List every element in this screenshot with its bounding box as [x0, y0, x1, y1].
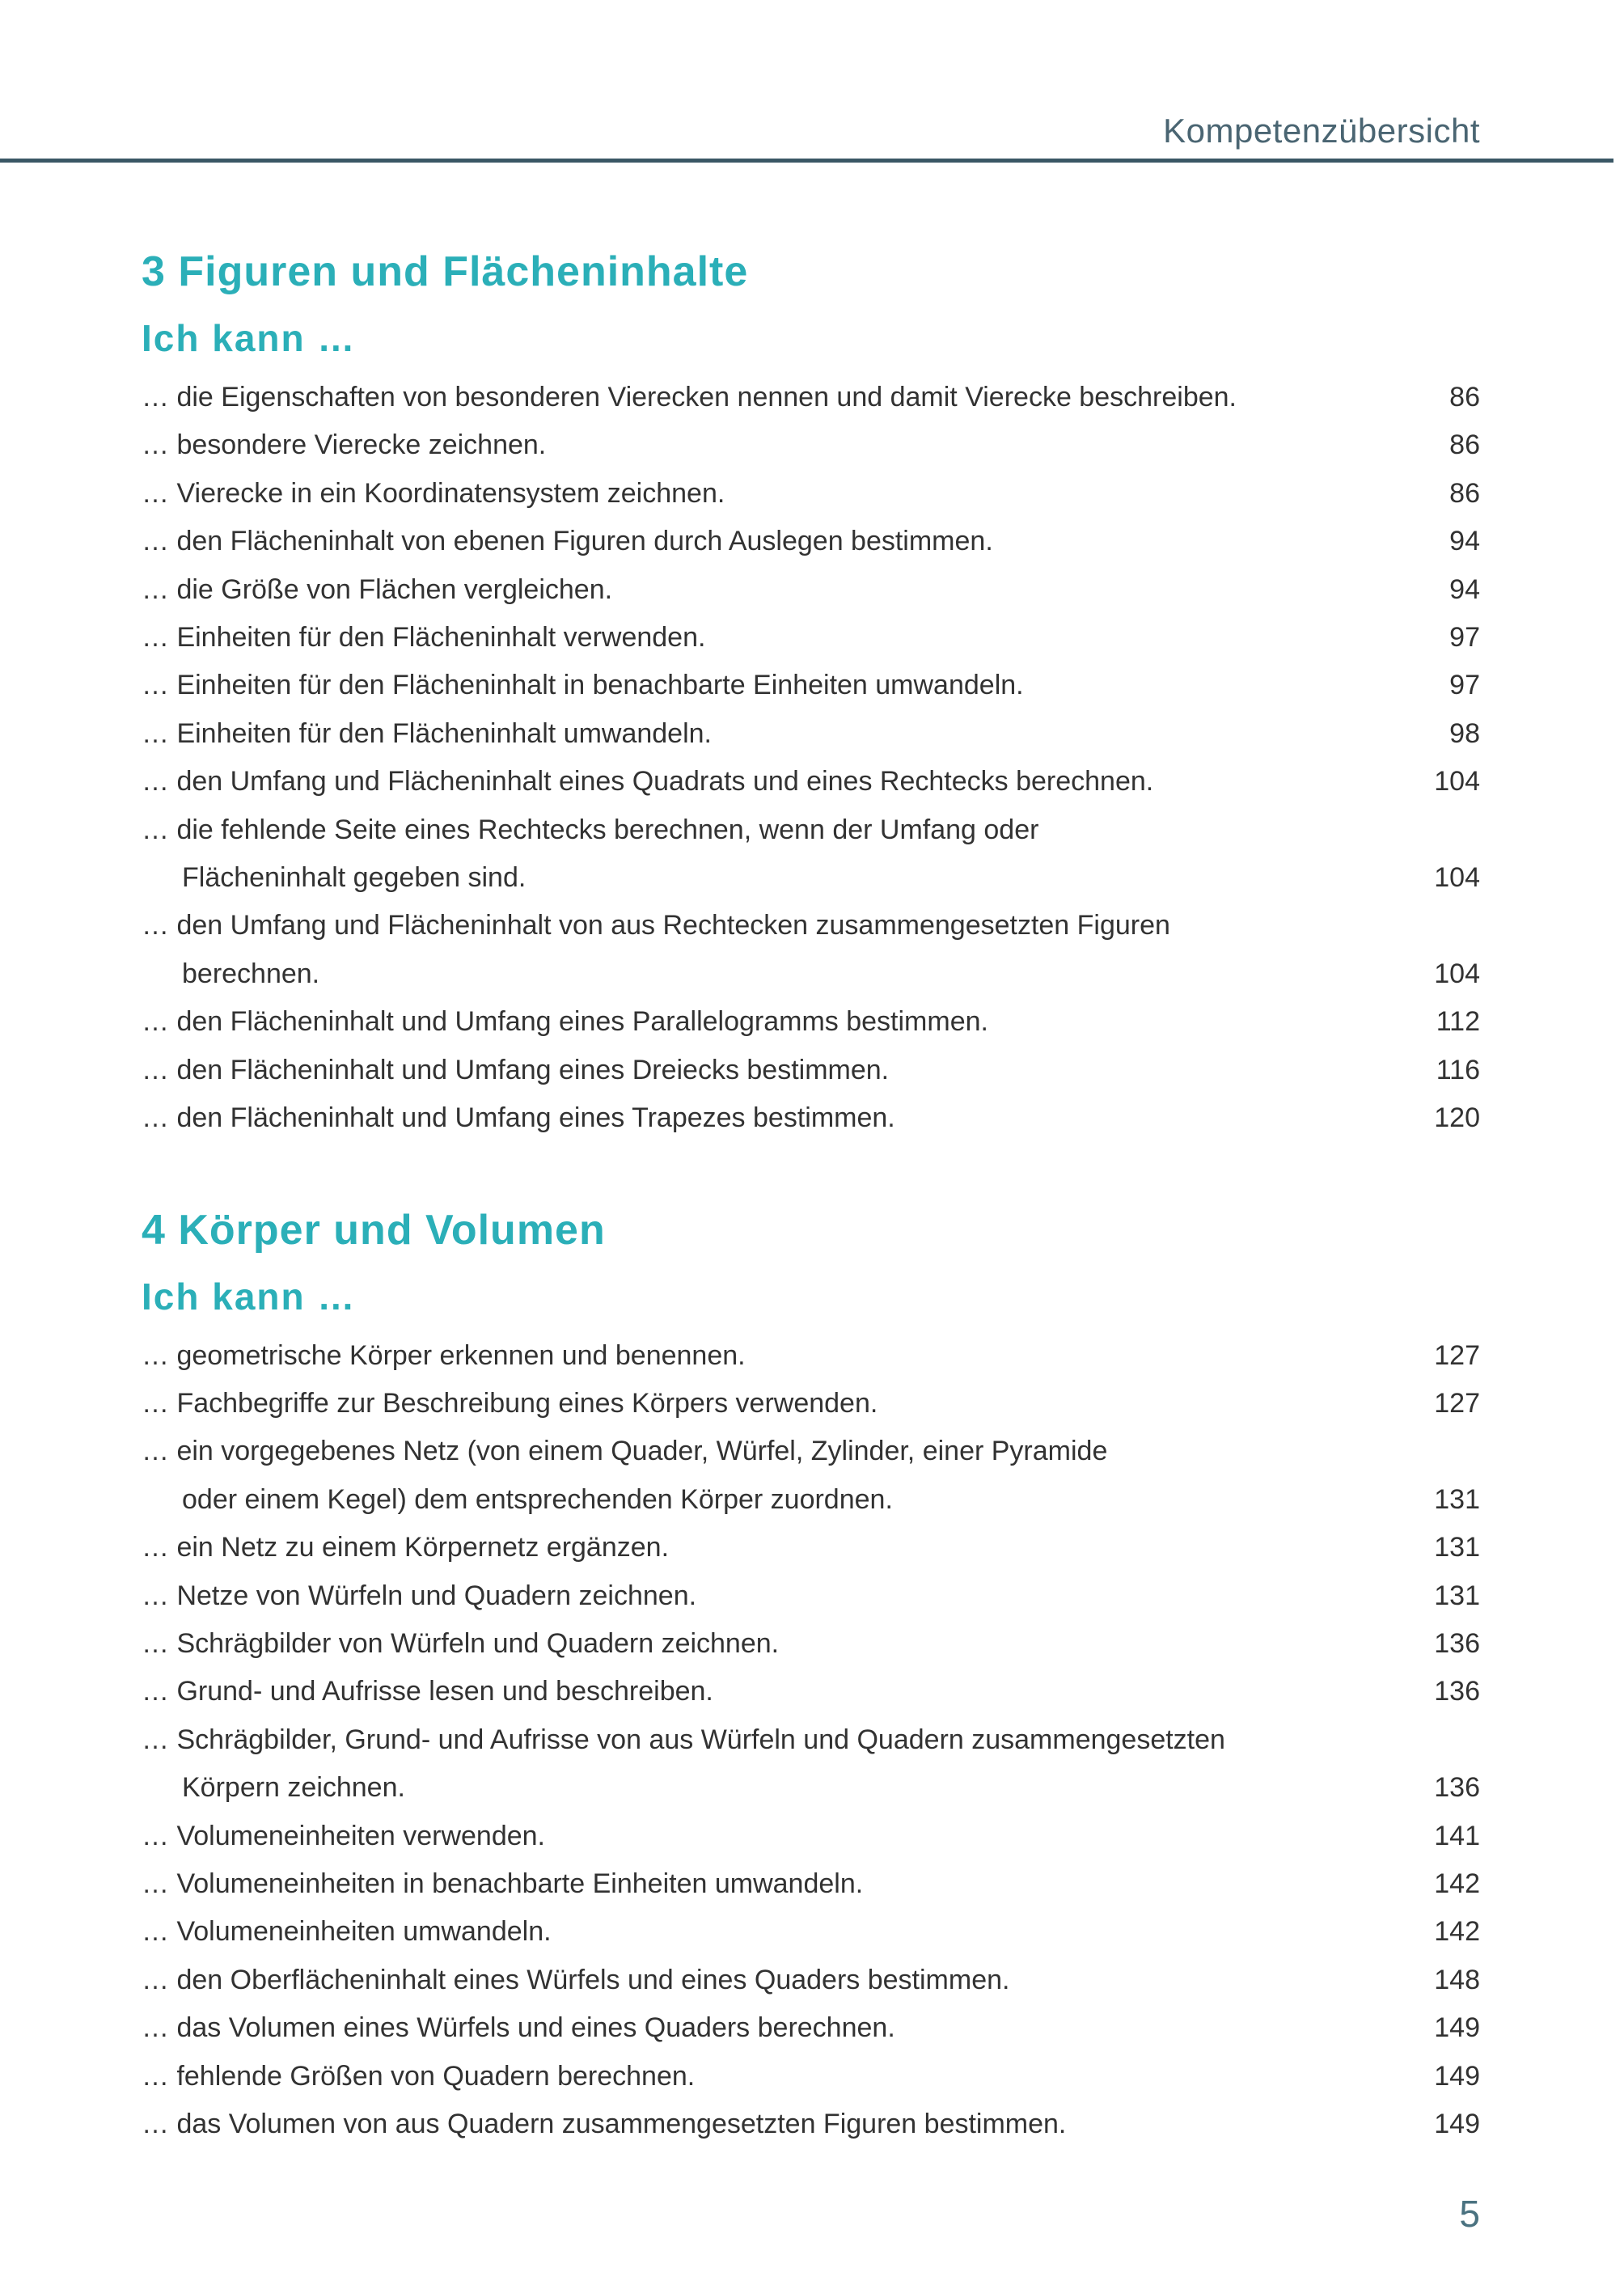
toc-item-page-number: 112	[1436, 1006, 1480, 1038]
section-heading: 3 Figuren und Flächeninhalte	[142, 248, 749, 295]
section-subtitle: Ich kann …	[142, 1275, 357, 1318]
toc-item-page-number: 94	[1449, 526, 1480, 557]
toc-item-line: … den Umfang und Flächeninhalt von aus Rechtecken zusammengesetzten Figuren	[142, 910, 1170, 941]
toc-item	[142, 998, 1480, 1046]
toc-item-text	[142, 662, 1391, 709]
toc-item	[142, 902, 1480, 998]
toc-list	[142, 374, 1480, 1143]
toc-item-text	[142, 1524, 1391, 1572]
toc-item	[142, 2004, 1480, 2052]
toc-item-line: … besondere Vierecke zeichnen.	[142, 429, 547, 461]
toc-item	[142, 1716, 1480, 1813]
toc-item	[142, 1047, 1480, 1094]
section-heading: 4 Körper und Volumen	[142, 1206, 606, 1254]
toc-item-text	[142, 806, 1391, 903]
toc-item-text	[142, 758, 1391, 806]
toc-item-text	[142, 1094, 1391, 1142]
toc-item-line: … die Eigenschaften von besonderen Vierecken nennen und damit Vierecke beschreiben.	[142, 382, 1237, 412]
toc-item-text	[142, 1813, 1391, 1860]
toc-item-line: … das Volumen eines Würfels und eines Quaders berechnen.	[142, 2012, 895, 2044]
toc-item-text	[142, 1428, 1391, 1524]
page-header-title: Kompetenzübersicht	[1163, 112, 1480, 150]
toc-item-text	[142, 470, 1391, 518]
toc-item	[142, 1428, 1480, 1524]
toc-item-line: … Volumeneinheiten verwenden.	[142, 1820, 545, 1851]
toc-item-page-number: 116	[1436, 1054, 1480, 1085]
toc-item-text	[142, 518, 1391, 565]
toc-item-line: … den Oberflächeninhalt eines Würfels und eines Quaders bestimmen.	[142, 1964, 1010, 1995]
toc-item-line: … Fachbegriffe zur Beschreibung eines Körpers verwenden.	[142, 1387, 878, 1419]
toc-item-line: … den Umfang und Flächeninhalt eines Quadrats und eines Rechtecks berechnen.	[142, 766, 1154, 797]
toc-item-page-number: 148	[1434, 1964, 1480, 1995]
section-subtitle: Ich kann …	[142, 317, 357, 359]
toc-item-line: … den Flächeninhalt von ebenen Figuren durch Auslegen bestimmen.	[142, 526, 993, 557]
toc-item-line: … Volumeneinheiten in benachbarte Einheiten umwandeln.	[142, 1868, 864, 1899]
toc-item-line: berechnen.	[182, 958, 320, 989]
toc-item-page-number: 104	[1434, 766, 1480, 797]
toc-item-text	[142, 2053, 1391, 2101]
toc-item-text	[142, 1957, 1391, 2004]
toc-item-page-number: 141	[1434, 1820, 1480, 1851]
toc-item-page-number: 149	[1434, 2109, 1480, 2139]
toc-item-text	[142, 1668, 1391, 1716]
toc-item	[142, 1380, 1480, 1428]
toc-item-text	[142, 1380, 1391, 1428]
toc-content	[142, 243, 1480, 2148]
toc-item-line: … den Flächeninhalt und Umfang eines Parallelogramms bestimmen.	[142, 1006, 988, 1038]
toc-item-page-number: 127	[1434, 1339, 1480, 1371]
toc-item-text	[142, 1908, 1391, 1956]
toc-item-page-number: 94	[1449, 573, 1480, 605]
toc-item-text	[142, 1332, 1391, 1380]
toc-item-text	[142, 614, 1391, 662]
toc-item	[142, 470, 1480, 518]
toc-item-page-number: 120	[1434, 1102, 1480, 1134]
toc-item-text	[142, 374, 1391, 421]
toc-item-line: Körpern zeichnen.	[182, 1772, 405, 1804]
toc-item-page-number: 86	[1449, 429, 1480, 461]
toc-item-line: … die fehlende Seite eines Rechtecks berechnen, wenn der Umfang oder	[142, 814, 1039, 845]
header-rule-divider	[0, 159, 1613, 163]
toc-item	[142, 758, 1480, 806]
toc-item-line: … Volumeneinheiten umwandeln.	[142, 1916, 552, 1948]
toc-item	[142, 1094, 1480, 1142]
toc-item-page-number: 97	[1449, 622, 1480, 654]
toc-item-page-number: 136	[1434, 1627, 1480, 1659]
toc-item-page-number: 142	[1434, 1916, 1480, 1948]
toc-item-line: … ein vorgegebenes Netz (von einem Quader, Würfel, Zylinder, einer Pyramide	[142, 1436, 1108, 1467]
toc-item-page-number: 127	[1434, 1387, 1480, 1419]
toc-item	[142, 710, 1480, 758]
toc-item-page-number: 98	[1449, 717, 1480, 749]
toc-item-line: … Schrägbilder von Würfeln und Quadern zeichnen.	[142, 1627, 780, 1659]
toc-item-text	[142, 421, 1391, 469]
toc-section	[142, 243, 1480, 1143]
toc-item	[142, 374, 1480, 421]
toc-item	[142, 1813, 1480, 1860]
toc-item-text	[142, 1716, 1391, 1813]
toc-list	[142, 1332, 1480, 2149]
toc-item	[142, 1860, 1480, 1908]
toc-item-text	[142, 998, 1391, 1046]
toc-item-page-number: 136	[1434, 1676, 1480, 1707]
toc-item-line: … das Volumen von aus Quadern zusammengesetzten Figuren bestimmen.	[142, 2109, 1067, 2139]
toc-item	[142, 1620, 1480, 1668]
toc-item-line: … Einheiten für den Flächeninhalt verwenden.	[142, 622, 706, 654]
toc-item	[142, 421, 1480, 469]
toc-item-line: … Grund- und Aufrisse lesen und beschreiben.	[142, 1676, 713, 1707]
toc-item	[142, 662, 1480, 709]
toc-item	[142, 1668, 1480, 1716]
toc-item-line: … ein Netz zu einem Körpernetz ergänzen.	[142, 1532, 670, 1563]
toc-item-page-number: 131	[1434, 1483, 1480, 1515]
toc-item	[142, 566, 1480, 614]
toc-item-line: … Einheiten für den Flächeninhalt umwandeln.	[142, 717, 712, 749]
toc-item	[142, 2101, 1480, 2148]
toc-item-page-number: 104	[1434, 958, 1480, 989]
toc-item-page-number: 131	[1434, 1532, 1480, 1563]
toc-item	[142, 1908, 1480, 1956]
toc-item-text	[142, 2101, 1391, 2148]
toc-item-line: … Einheiten für den Flächeninhalt in benachbarte Einheiten umwandeln.	[142, 670, 1024, 701]
toc-item-text	[142, 902, 1391, 998]
toc-item-line: … Netze von Würfeln und Quadern zeichnen.	[142, 1580, 697, 1611]
toc-item-line: … die Größe von Flächen vergleichen.	[142, 573, 613, 605]
toc-section	[142, 1201, 1480, 2149]
toc-item-text	[142, 2004, 1391, 2052]
toc-item-page-number: 104	[1434, 862, 1480, 894]
toc-item-page-number: 136	[1434, 1772, 1480, 1804]
toc-item-text	[142, 1620, 1391, 1668]
footer-page-number: 5	[1459, 2193, 1480, 2235]
toc-item	[142, 1524, 1480, 1572]
toc-item-page-number: 86	[1449, 477, 1480, 509]
toc-item	[142, 806, 1480, 903]
toc-item-line: … fehlende Größen von Quadern berechnen.	[142, 2060, 696, 2092]
toc-item-line: … den Flächeninhalt und Umfang eines Trapezes bestimmen.	[142, 1102, 895, 1134]
toc-item-line: Flächeninhalt gegeben sind.	[182, 862, 527, 894]
toc-item-line: … Vierecke in ein Koordinatensystem zeichnen.	[142, 477, 725, 509]
toc-item-page-number: 149	[1434, 2012, 1480, 2044]
toc-item-line: oder einem Kegel) dem entsprechenden Körper zuordnen.	[182, 1483, 893, 1515]
toc-item-page-number: 97	[1449, 670, 1480, 701]
toc-item-page-number: 149	[1434, 2060, 1480, 2092]
toc-item	[142, 1332, 1480, 1380]
toc-item	[142, 614, 1480, 662]
toc-item	[142, 1572, 1480, 1620]
toc-item-page-number: 86	[1449, 382, 1480, 412]
toc-item	[142, 2053, 1480, 2101]
toc-item-page-number: 131	[1434, 1580, 1480, 1611]
toc-item-text	[142, 1572, 1391, 1620]
toc-item	[142, 1957, 1480, 2004]
toc-item-line: … Schrägbilder, Grund- und Aufrisse von aus Würfeln und Quadern zusammengesetzten	[142, 1724, 1225, 1755]
toc-item-text	[142, 566, 1391, 614]
toc-item-page-number: 142	[1434, 1868, 1480, 1899]
toc-item-line: … den Flächeninhalt und Umfang eines Dreiecks bestimmen.	[142, 1054, 890, 1085]
toc-item-line: … geometrische Körper erkennen und benennen.	[142, 1339, 746, 1371]
toc-item-text	[142, 1860, 1391, 1908]
toc-item	[142, 518, 1480, 565]
toc-item-text	[142, 710, 1391, 758]
toc-item-text	[142, 1047, 1391, 1094]
